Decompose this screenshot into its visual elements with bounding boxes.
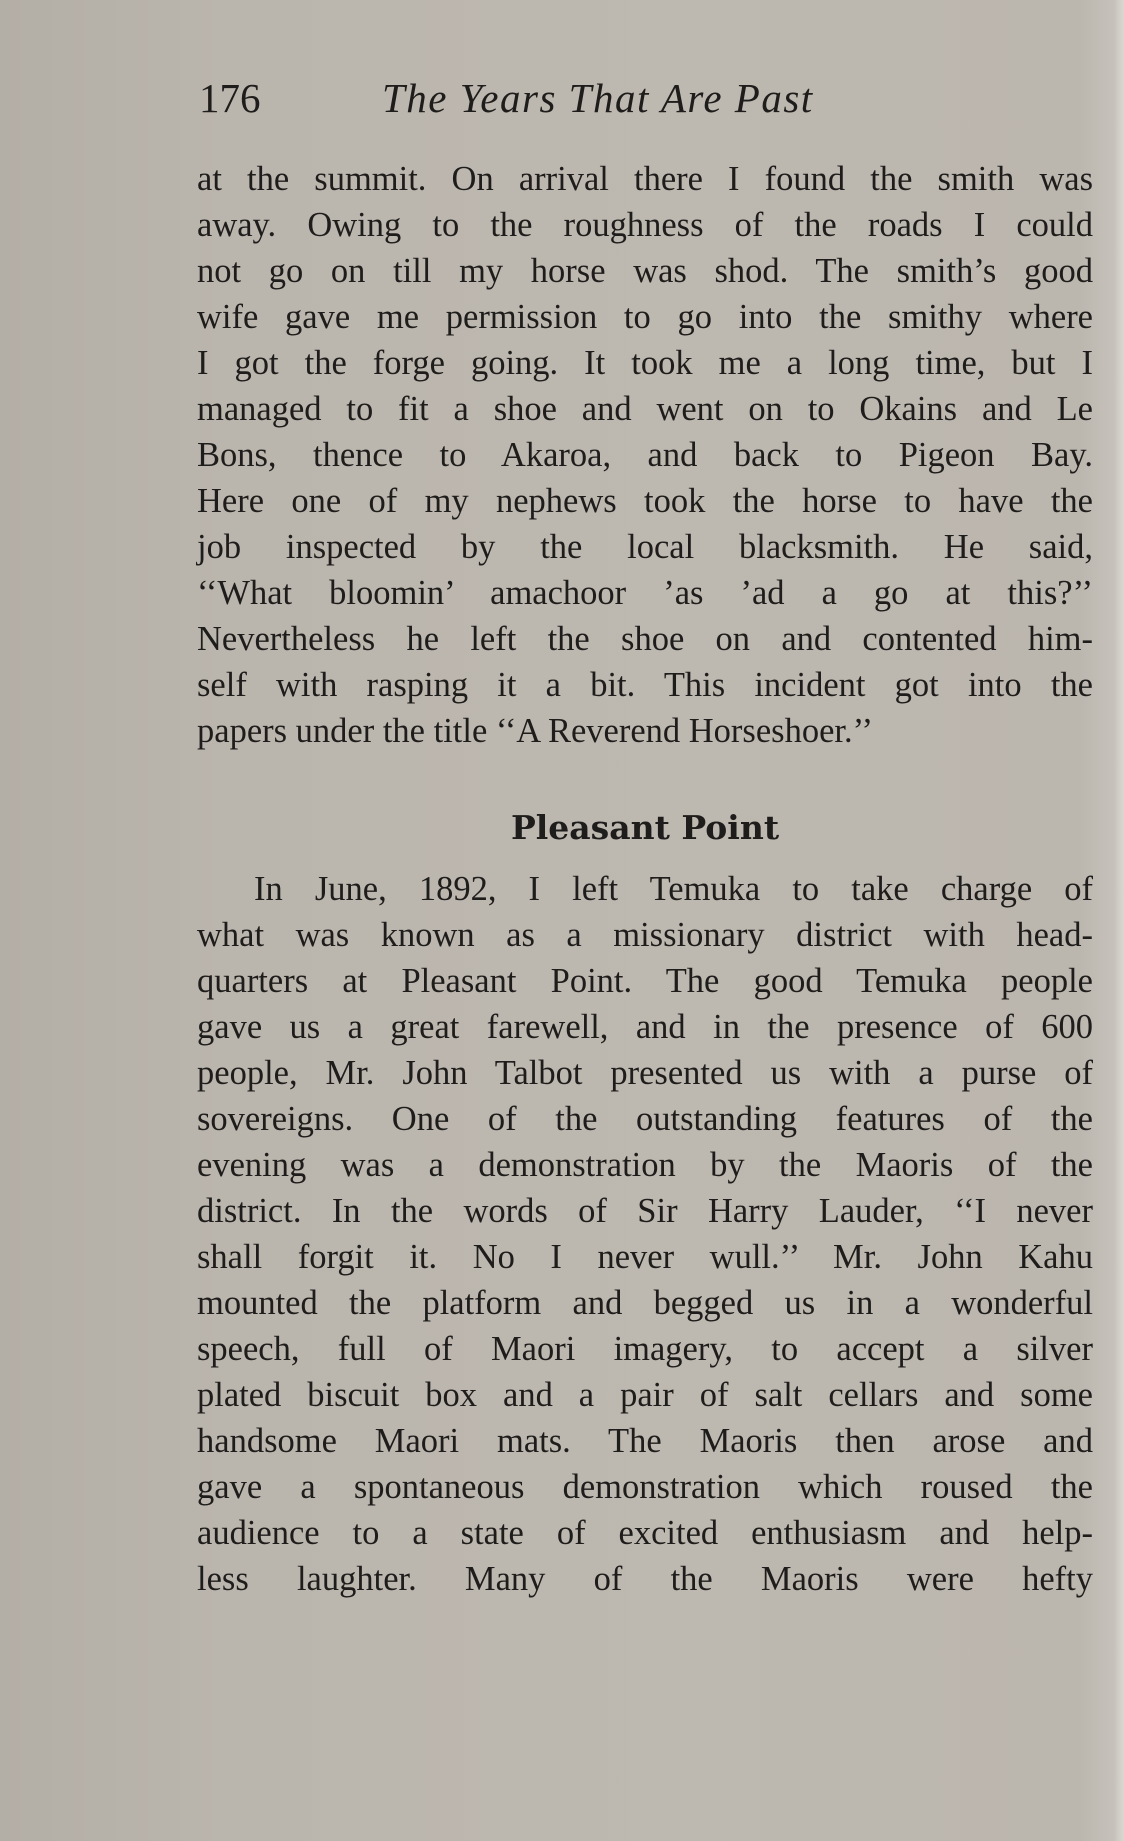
text-line: shall forgit it. No I never wull.’’ Mr. John Kahu bbox=[197, 1238, 1093, 1276]
text-line: people, Mr. John Talbot presented us with a purse of bbox=[197, 1054, 1093, 1092]
text-line: Here one of my nephews took the horse to have the bbox=[197, 482, 1093, 520]
text-line: managed to fit a shoe and went on to Okains and Le bbox=[197, 390, 1093, 428]
text-line: I got the forge going. It took me a long time, but I bbox=[197, 344, 1093, 382]
text-line: ‘‘What bloomin’ amachoor ’as ’ad a go at this?’’ bbox=[197, 574, 1093, 612]
text-line: handsome Maori mats. The Maoris then arose and bbox=[197, 1422, 1093, 1460]
text-line: district. In the words of Sir Harry Lauder, ‘‘I never bbox=[197, 1192, 1093, 1230]
paragraph-2 bbox=[197, 866, 1093, 1602]
text-line: not go on till my horse was shod. The smith’s good bbox=[197, 252, 1093, 290]
text-line: at the summit. On arrival there I found the smith was bbox=[197, 160, 1093, 198]
text-line: wife gave me permission to go into the smithy where bbox=[197, 298, 1093, 336]
text-line: gave us a great farewell, and in the presence of 600 bbox=[197, 1008, 1093, 1046]
text-line: plated biscuit box and a pair of salt cellars and some bbox=[197, 1376, 1093, 1414]
page-number: 176 bbox=[199, 75, 261, 121]
text-line: Nevertheless he left the shoe on and contented him- bbox=[197, 620, 1093, 658]
page-edge bbox=[1114, 0, 1124, 1841]
text-line: speech, full of Maori imagery, to accept a silver bbox=[197, 1330, 1093, 1368]
text-line: In June, 1892, I left Temuka to take charge of bbox=[254, 870, 1093, 908]
paragraph-1 bbox=[197, 156, 1093, 754]
text-line: less laughter. Many of the Maoris were hefty bbox=[197, 1560, 1093, 1598]
text-line: away. Owing to the roughness of the roads I could bbox=[197, 206, 1093, 244]
section-heading: Pleasant Point bbox=[510, 808, 780, 847]
text-line: sovereigns. One of the outstanding features of the bbox=[197, 1100, 1093, 1138]
text-line: what was known as a missionary district with head- bbox=[197, 916, 1093, 954]
page-header bbox=[199, 68, 1099, 128]
text-line: audience to a state of excited enthusiasm and help- bbox=[197, 1514, 1093, 1552]
text-line: gave a spontaneous demonstration which roused the bbox=[197, 1468, 1093, 1506]
text-line: self with rasping it a bit. This incident got into the bbox=[197, 666, 1093, 704]
text-line: job inspected by the local blacksmith. He said, bbox=[197, 528, 1093, 566]
text-line: Bons, thence to Akaroa, and back to Pigeon Bay. bbox=[197, 436, 1093, 474]
text-line: quarters at Pleasant Point. The good Temuka people bbox=[197, 962, 1093, 1000]
running-head: The Years That Are Past bbox=[382, 75, 814, 121]
text-line: papers under the title ‘‘A Reverend Horseshoer.’’ bbox=[197, 712, 874, 750]
text-line: evening was a demonstration by the Maoris of the bbox=[197, 1146, 1093, 1184]
text-line: mounted the platform and begged us in a wonderful bbox=[197, 1284, 1093, 1322]
